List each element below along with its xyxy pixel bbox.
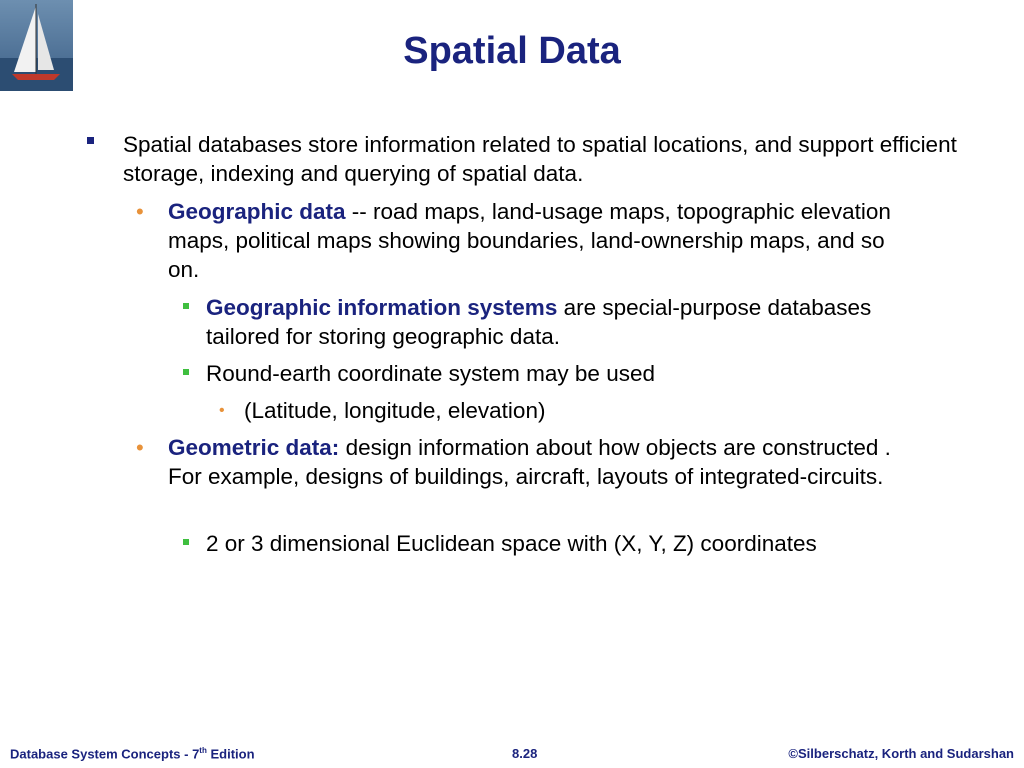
dot-bullet-icon: • bbox=[136, 199, 144, 224]
square-bullet-icon bbox=[183, 539, 189, 545]
bullet-item: Geographic data -- road maps, land-usage maps, topographic elevation maps, political maps showing boundaries, land-ownership maps, and so on. bbox=[168, 199, 891, 282]
square-bullet-icon bbox=[183, 369, 189, 375]
bullet-item: Spatial databases store information related to spatial locations, and support efficient storage, indexing and querying of spatial data. bbox=[123, 132, 957, 186]
bullet-item: 2 or 3 dimensional Euclidean space with (X, Y, Z) coordinates bbox=[206, 531, 817, 556]
bullet-item: Geographic information systems are special-purpose databases tailored for storing geographic data. bbox=[206, 295, 872, 349]
square-bullet-icon bbox=[183, 303, 189, 309]
square-bullet-icon bbox=[87, 137, 94, 144]
bullet-item: Round-earth coordinate system may be used bbox=[206, 361, 655, 386]
dot-bullet-icon: • bbox=[136, 435, 144, 460]
footer-page-number: 8.28 bbox=[512, 746, 538, 761]
dot-bullet-icon: • bbox=[219, 402, 225, 419]
bullet-item: (Latitude, longitude, elevation) bbox=[244, 398, 546, 423]
bullet-item: Geometric data: design information about how objects are constructed . For example, designs of buildings, aircraft, layouts of integrated-circuits. bbox=[168, 435, 891, 489]
footer-copyright: ©Silberschatz, Korth and Sudarshan bbox=[788, 746, 1014, 761]
footer-book-title: Database System Concepts - 7th Edition bbox=[10, 746, 255, 762]
slide-title: Spatial Data bbox=[403, 30, 621, 72]
